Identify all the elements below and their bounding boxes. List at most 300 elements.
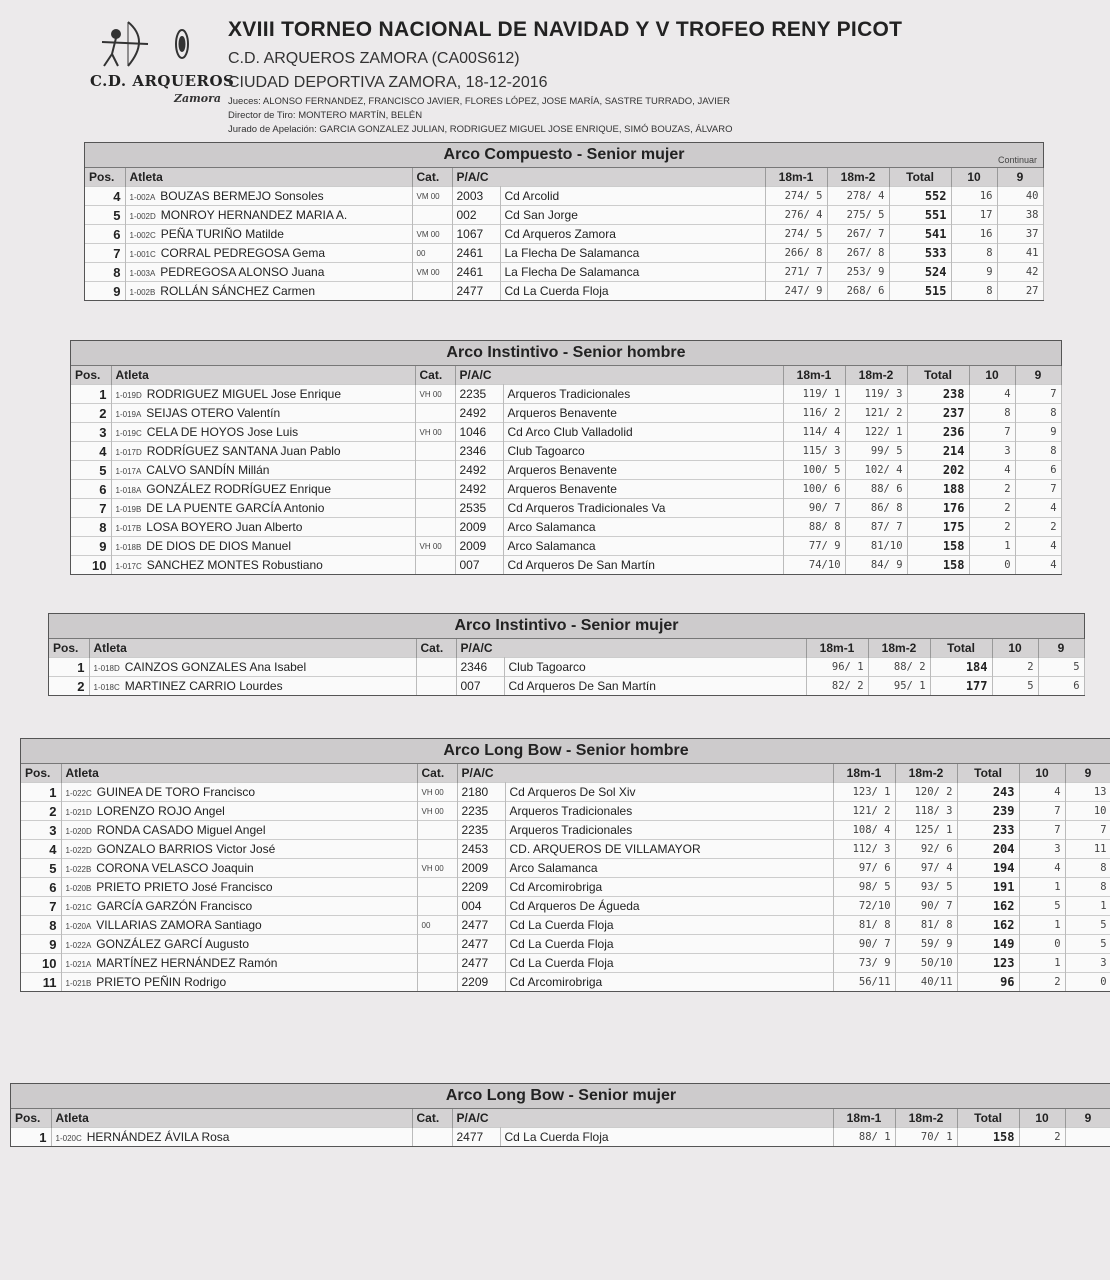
club-name-cell: La Flecha De Salamanca <box>500 244 765 263</box>
nines-cell: 6 <box>1015 461 1061 480</box>
table-row <box>21 840 1110 859</box>
tens-cell: 3 <box>1019 840 1065 859</box>
round1-cell: 108/ 4 <box>833 821 895 840</box>
results-table <box>71 366 1062 574</box>
round1-cell: 116/ 2 <box>783 404 845 423</box>
nines-cell: 38 <box>997 206 1043 225</box>
col-pac-header: P/A/C <box>452 1109 833 1128</box>
category-cell: VH 00 <box>417 802 457 821</box>
athlete-cell <box>111 404 415 423</box>
table-row <box>21 916 1110 935</box>
col-round1-header: 18m-1 <box>833 1109 895 1128</box>
round2-cell: 120/ 2 <box>895 783 957 802</box>
license-code: 1-020A <box>65 922 92 931</box>
athlete-cell <box>111 480 415 499</box>
category-cell <box>415 518 455 537</box>
club-code-cell: 007 <box>455 556 503 575</box>
round1-cell: 274/ 5 <box>765 187 827 206</box>
table-row <box>71 556 1061 575</box>
col-nines-header: 9 <box>1065 1109 1110 1128</box>
col-total-header: Total <box>957 1109 1019 1128</box>
round2-cell: 102/ 4 <box>845 461 907 480</box>
tens-cell: 1 <box>1019 916 1065 935</box>
athlete-name: GONZÁLEZ GARCÍ Augusto <box>96 937 250 951</box>
round2-cell: 253/ 9 <box>827 263 889 282</box>
round2-cell: 92/ 6 <box>895 840 957 859</box>
position-cell: 11 <box>21 973 61 992</box>
tens-cell: 17 <box>951 206 997 225</box>
tens-cell: 2 <box>992 658 1038 677</box>
license-code: 1-022C <box>65 789 92 798</box>
athlete-cell <box>125 244 412 263</box>
license-code: 1-017C <box>115 562 142 571</box>
athlete-name: CALVO SANDÍN Millán <box>146 463 270 477</box>
col-athlete-header: Atleta <box>51 1109 412 1128</box>
club-name-cell: Club Tagoarco <box>503 442 783 461</box>
results-section <box>10 1083 1110 1147</box>
section-title-text: Arco Long Bow - Senior hombre <box>443 742 689 759</box>
club-code-cell: 2461 <box>452 263 500 282</box>
club-code-cell: 2477 <box>452 1128 500 1147</box>
category-cell <box>417 954 457 973</box>
tens-cell: 2 <box>969 518 1015 537</box>
section-title <box>11 1084 1110 1109</box>
total-cell: 233 <box>957 821 1019 840</box>
round1-cell: 100/ 5 <box>783 461 845 480</box>
license-code: 1-017B <box>115 524 142 533</box>
category-cell <box>412 1128 452 1147</box>
category-cell <box>417 897 457 916</box>
club-code-cell: 2009 <box>455 518 503 537</box>
category-cell <box>417 840 457 859</box>
club-code-cell: 004 <box>457 897 505 916</box>
round1-cell: 77/ 9 <box>783 537 845 556</box>
category-cell: VH 00 <box>417 783 457 802</box>
license-code: 1-019B <box>115 505 142 514</box>
club-name-cell: Cd Arqueros De San Martín <box>504 677 806 696</box>
section-title-text: Arco Compuesto - Senior mujer <box>443 146 685 163</box>
round2-cell: 267/ 7 <box>827 225 889 244</box>
athlete-name: CAINZOS GONZALES Ana Isabel <box>124 660 307 674</box>
athlete-name: LORENZO ROJO Angel <box>96 804 225 818</box>
round2-cell: 121/ 2 <box>845 404 907 423</box>
license-code: 1-021D <box>65 808 92 817</box>
round1-cell: 247/ 9 <box>765 282 827 301</box>
header-row <box>49 639 1084 658</box>
tens-cell: 2 <box>1019 1128 1065 1147</box>
results-table <box>49 639 1085 695</box>
header-row <box>71 366 1061 385</box>
results-table <box>11 1109 1110 1146</box>
round1-cell: 96/ 1 <box>806 658 868 677</box>
athlete-name: BOUZAS BERMEJO Sonsoles <box>160 189 324 203</box>
round2-cell: 119/ 3 <box>845 385 907 404</box>
club-code-cell: 2209 <box>457 878 505 897</box>
position-cell: 4 <box>71 442 111 461</box>
nines-cell: 5 <box>1065 916 1110 935</box>
director-line: Director de Tiro: MONTERO MARTÍN, BELÉN <box>228 110 423 121</box>
header-row <box>11 1109 1110 1128</box>
nines-cell: 2 <box>1015 518 1061 537</box>
round1-cell: 56/11 <box>833 973 895 992</box>
category-cell <box>412 282 452 301</box>
athlete-cell <box>125 282 412 301</box>
total-cell: 96 <box>957 973 1019 992</box>
col-pos-header: Pos. <box>71 366 111 385</box>
col-tens-header: 10 <box>1019 1109 1065 1128</box>
athlete-cell <box>125 187 412 206</box>
venue-date: CIUDAD DEPORTIVA ZAMORA, 18-12-2016 <box>228 74 548 91</box>
section-title <box>49 614 1084 639</box>
results-section <box>20 738 1110 992</box>
athlete-name: GARCÍA GARZÓN Francisco <box>96 899 253 913</box>
license-code: 1-002B <box>129 288 156 297</box>
round2-cell: 81/10 <box>845 537 907 556</box>
col-round2-header: 18m-2 <box>895 764 957 783</box>
tens-cell: 1 <box>1019 878 1065 897</box>
nines-cell: 41 <box>997 244 1043 263</box>
round1-cell: 276/ 4 <box>765 206 827 225</box>
club-name-cell: Arco Salamanca <box>503 537 783 556</box>
total-cell: 239 <box>957 802 1019 821</box>
club-code-cell: 2477 <box>457 935 505 954</box>
position-cell: 10 <box>21 954 61 973</box>
round1-cell: 115/ 3 <box>783 442 845 461</box>
club-code-cell: 002 <box>452 206 500 225</box>
table-row <box>21 897 1110 916</box>
athlete-cell <box>111 537 415 556</box>
tens-cell: 8 <box>969 404 1015 423</box>
club-code-cell: 2492 <box>455 480 503 499</box>
club-code-cell: 2477 <box>452 282 500 301</box>
col-round2-header: 18m-2 <box>895 1109 957 1128</box>
nines-cell: 40 <box>997 187 1043 206</box>
tens-cell: 7 <box>1019 821 1065 840</box>
athlete-name: SANCHEZ MONTES Robustiano <box>146 558 323 572</box>
table-row <box>85 263 1043 282</box>
athlete-name: MARTÍNEZ HERNÁNDEZ Ramón <box>96 956 278 970</box>
athlete-name: HERNÁNDEZ ÁVILA Rosa <box>86 1130 230 1144</box>
col-pos-header: Pos. <box>11 1109 51 1128</box>
club-code-cell: 2492 <box>455 404 503 423</box>
category-cell <box>412 206 452 225</box>
table-row <box>21 821 1110 840</box>
total-cell: 191 <box>957 878 1019 897</box>
tens-cell: 2 <box>969 499 1015 518</box>
nines-cell: 8 <box>1015 404 1061 423</box>
club-name-cell: Cd La Cuerda Floja <box>500 1128 833 1147</box>
club-code-cell: 2235 <box>457 802 505 821</box>
position-cell: 5 <box>85 206 125 225</box>
table-row <box>21 878 1110 897</box>
col-cat-header: Cat. <box>415 366 455 385</box>
round1-cell: 74/10 <box>783 556 845 575</box>
total-cell: 194 <box>957 859 1019 878</box>
continue-label: Continuar <box>997 155 1037 165</box>
position-cell: 7 <box>21 897 61 916</box>
club-name-cell: Cd Arqueros Zamora <box>500 225 765 244</box>
round2-cell: 87/ 7 <box>845 518 907 537</box>
athlete-cell <box>61 859 417 878</box>
col-total-header: Total <box>957 764 1019 783</box>
total-cell: 236 <box>907 423 969 442</box>
table-row <box>85 282 1043 301</box>
round1-cell: 121/ 2 <box>833 802 895 821</box>
round1-cell: 90/ 7 <box>783 499 845 518</box>
col-pos-header: Pos. <box>21 764 61 783</box>
col-tens-header: 10 <box>951 168 997 187</box>
position-cell: 7 <box>71 499 111 518</box>
club-code-cell: 2009 <box>457 859 505 878</box>
table-row <box>71 385 1061 404</box>
total-cell: 149 <box>957 935 1019 954</box>
round1-cell: 97/ 6 <box>833 859 895 878</box>
col-total-header: Total <box>889 168 951 187</box>
col-cat-header: Cat. <box>412 1109 452 1128</box>
athlete-name: RONDA CASADO Miguel Angel <box>96 823 266 837</box>
round2-cell: 267/ 8 <box>827 244 889 263</box>
total-cell: 533 <box>889 244 951 263</box>
round2-cell: 122/ 1 <box>845 423 907 442</box>
license-code: 1-002D <box>129 212 156 221</box>
club-code-cell: 2477 <box>457 916 505 935</box>
total-cell: 184 <box>930 658 992 677</box>
tens-cell: 9 <box>951 263 997 282</box>
total-cell: 123 <box>957 954 1019 973</box>
athlete-name: GUINEA DE TORO Francisco <box>96 785 256 799</box>
license-code: 1-018C <box>93 683 120 692</box>
license-code: 1-017A <box>115 467 142 476</box>
total-cell: 158 <box>907 537 969 556</box>
col-round1-header: 18m-1 <box>806 639 868 658</box>
club-code-cell: 2209 <box>457 973 505 992</box>
total-cell: 204 <box>957 840 1019 859</box>
category-cell: 00 <box>412 244 452 263</box>
table-row <box>21 783 1110 802</box>
category-cell <box>415 461 455 480</box>
logo-text: C.D. ARQUEROS <box>90 72 235 90</box>
category-cell <box>415 404 455 423</box>
jury-line: Jurado de Apelación: GARCIA GONZALEZ JULIAN, RODRIGUEZ MIGUEL JOSE ENRIQUE, SIMÓ BOUZAS, ÁLVARO <box>228 124 733 135</box>
round1-cell: 88/ 8 <box>783 518 845 537</box>
category-cell <box>415 499 455 518</box>
club-code-cell: 2003 <box>452 187 500 206</box>
club-name-cell: La Flecha De Salamanca <box>500 263 765 282</box>
round2-cell: 88/ 2 <box>868 658 930 677</box>
round2-cell: 70/ 1 <box>895 1128 957 1147</box>
club-code-cell: 2235 <box>457 821 505 840</box>
total-cell: 202 <box>907 461 969 480</box>
tens-cell: 2 <box>969 480 1015 499</box>
category-cell: 00 <box>417 916 457 935</box>
club-code-cell: 2461 <box>452 244 500 263</box>
athlete-cell <box>111 442 415 461</box>
round2-cell: 81/ 8 <box>895 916 957 935</box>
club-name-cell: Cd La Cuerda Floja <box>500 282 765 301</box>
tens-cell: 8 <box>951 282 997 301</box>
license-code: 1-003A <box>129 269 156 278</box>
section-title-text: Arco Instintivo - Senior mujer <box>454 617 679 634</box>
tens-cell: 7 <box>1019 802 1065 821</box>
license-code: 1-018B <box>115 543 142 552</box>
athlete-name: RODRÍGUEZ SANTANA Juan Pablo <box>146 444 341 458</box>
round1-cell: 112/ 3 <box>833 840 895 859</box>
table-row <box>71 499 1061 518</box>
round1-cell: 88/ 1 <box>833 1128 895 1147</box>
club-code-cell: 2180 <box>457 783 505 802</box>
tens-cell: 1 <box>1019 954 1065 973</box>
position-cell: 5 <box>71 461 111 480</box>
col-athlete-header: Atleta <box>111 366 415 385</box>
total-cell: 237 <box>907 404 969 423</box>
logo-subtext: Zamora <box>174 92 222 105</box>
nines-cell: 1 <box>1065 897 1110 916</box>
athlete-cell <box>61 954 417 973</box>
position-cell: 2 <box>71 404 111 423</box>
club-name-cell: Arqueros Benavente <box>503 480 783 499</box>
tens-cell: 7 <box>969 423 1015 442</box>
tens-cell: 3 <box>969 442 1015 461</box>
club-name-cell: Cd La Cuerda Floja <box>505 935 833 954</box>
position-cell: 1 <box>71 385 111 404</box>
club-name-cell: Arqueros Benavente <box>503 404 783 423</box>
tens-cell: 4 <box>1019 859 1065 878</box>
license-code: 1-002C <box>129 231 156 240</box>
total-cell: 176 <box>907 499 969 518</box>
position-cell: 2 <box>21 802 61 821</box>
club-code-cell: 007 <box>456 677 504 696</box>
table-row <box>21 973 1110 992</box>
results-section <box>70 340 1062 575</box>
section-title <box>21 739 1110 764</box>
table-row <box>71 461 1061 480</box>
club-code-cell: 2535 <box>455 499 503 518</box>
round2-cell: 88/ 6 <box>845 480 907 499</box>
position-cell: 9 <box>71 537 111 556</box>
nines-cell: 4 <box>1015 556 1061 575</box>
athlete-cell <box>51 1128 412 1147</box>
nines-cell <box>1065 1128 1110 1147</box>
col-round2-header: 18m-2 <box>845 366 907 385</box>
round1-cell: 119/ 1 <box>783 385 845 404</box>
total-cell: 188 <box>907 480 969 499</box>
category-cell: VH 00 <box>417 859 457 878</box>
total-cell: 158 <box>957 1128 1019 1147</box>
license-code: 1-021B <box>65 979 92 988</box>
results-section <box>84 142 1044 301</box>
col-round1-header: 18m-1 <box>765 168 827 187</box>
club-name-cell: Arqueros Tradicionales <box>503 385 783 404</box>
col-pac-header: P/A/C <box>456 639 806 658</box>
section-title <box>85 143 1043 168</box>
nines-cell: 42 <box>997 263 1043 282</box>
table-row <box>85 187 1043 206</box>
athlete-name: SEIJAS OTERO Valentín <box>146 406 281 420</box>
club-name-cell: Cd Arcolid <box>500 187 765 206</box>
col-cat-header: Cat. <box>417 764 457 783</box>
total-cell: 162 <box>957 916 1019 935</box>
header-row <box>21 764 1110 783</box>
nines-cell: 37 <box>997 225 1043 244</box>
athlete-cell <box>61 802 417 821</box>
position-cell: 4 <box>85 187 125 206</box>
col-nines-header: 9 <box>1065 764 1110 783</box>
col-round2-header: 18m-2 <box>827 168 889 187</box>
total-cell: 524 <box>889 263 951 282</box>
license-code: 1-020C <box>55 1134 82 1143</box>
round2-cell: 99/ 5 <box>845 442 907 461</box>
total-cell: 515 <box>889 282 951 301</box>
nines-cell: 7 <box>1015 385 1061 404</box>
category-cell <box>417 935 457 954</box>
round2-cell: 95/ 1 <box>868 677 930 696</box>
col-pos-header: Pos. <box>49 639 89 658</box>
table-row <box>71 404 1061 423</box>
athlete-cell <box>125 263 412 282</box>
club-code-cell: 2346 <box>456 658 504 677</box>
club-name-cell: Arco Salamanca <box>505 859 833 878</box>
license-code: 1-019C <box>115 429 142 438</box>
position-cell: 8 <box>85 263 125 282</box>
club-name-cell: Arqueros Tradicionales <box>505 802 833 821</box>
nines-cell: 5 <box>1038 658 1084 677</box>
club-name-cell: Arqueros Benavente <box>503 461 783 480</box>
tens-cell: 2 <box>1019 973 1065 992</box>
athlete-name: PRIETO PEÑIN Rodrigo <box>96 975 227 989</box>
athlete-cell <box>111 461 415 480</box>
license-code: 1-002A <box>129 193 156 202</box>
club-name-cell: Cd Arqueros De Sol Xiv <box>505 783 833 802</box>
col-athlete-header: Atleta <box>89 639 416 658</box>
category-cell <box>415 480 455 499</box>
round2-cell: 59/ 9 <box>895 935 957 954</box>
position-cell: 3 <box>71 423 111 442</box>
round1-cell: 271/ 7 <box>765 263 827 282</box>
club-name-cell: Cd Arqueros De San Martín <box>503 556 783 575</box>
club-name-cell: Arqueros Tradicionales <box>505 821 833 840</box>
judges-line: Jueces: ALONSO FERNANDEZ, FRANCISCO JAVIER, FLORES LÓPEZ, JOSE MARÍA, SASTRE TURRADO, JAVIER <box>228 96 731 107</box>
total-cell: 158 <box>907 556 969 575</box>
col-pac-header: P/A/C <box>452 168 765 187</box>
table-row <box>21 859 1110 878</box>
position-cell: 6 <box>21 878 61 897</box>
document-header <box>0 0 1110 140</box>
nines-cell: 4 <box>1015 537 1061 556</box>
club-name-cell: Arco Salamanca <box>503 518 783 537</box>
athlete-name: LOSA BOYERO Juan Alberto <box>146 520 303 534</box>
round2-cell: 125/ 1 <box>895 821 957 840</box>
nines-cell: 3 <box>1065 954 1110 973</box>
table-row <box>71 518 1061 537</box>
club-name-cell: Cd Arco Club Valladolid <box>503 423 783 442</box>
nines-cell: 5 <box>1065 935 1110 954</box>
total-cell: 551 <box>889 206 951 225</box>
club-name-cell: Cd La Cuerda Floja <box>505 916 833 935</box>
athlete-name: CORONA VELASCO Joaquin <box>96 861 254 875</box>
athlete-cell <box>89 658 416 677</box>
position-cell: 8 <box>71 518 111 537</box>
category-cell: VH 00 <box>415 385 455 404</box>
round2-cell: 278/ 4 <box>827 187 889 206</box>
athlete-cell <box>125 206 412 225</box>
athlete-name: DE LA PUENTE GARCÍA Antonio <box>146 501 325 515</box>
col-nines-header: 9 <box>1038 639 1084 658</box>
table-row <box>71 480 1061 499</box>
club-name-cell: CD. ARQUEROS DE VILLAMAYOR <box>505 840 833 859</box>
position-cell: 7 <box>85 244 125 263</box>
col-tens-header: 10 <box>992 639 1038 658</box>
position-cell: 8 <box>21 916 61 935</box>
